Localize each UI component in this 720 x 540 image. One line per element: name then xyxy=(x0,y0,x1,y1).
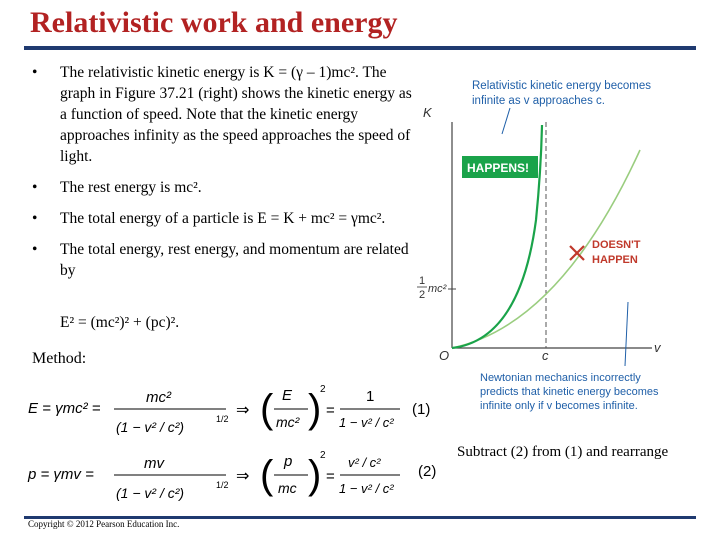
eq1-r-numerator: E xyxy=(282,387,293,404)
annotation-top-pointer xyxy=(502,108,510,134)
eq2-denominator-exponent: 1/2 xyxy=(216,480,229,490)
annotation-bottom-line1: Newtonian mechanics incorrectly xyxy=(480,372,641,384)
eq2-equals: = xyxy=(326,468,335,485)
bullet-total-energy xyxy=(32,208,412,229)
bullet-text: The rest energy is mc². xyxy=(60,179,202,196)
bullet-marker: • xyxy=(32,241,38,258)
eq2-denominator: (1 − v² / c²) xyxy=(116,485,185,501)
half-denominator: 2 xyxy=(419,289,426,301)
annotation-bottom-line2: predicts that kinetic energy becomes xyxy=(480,386,659,398)
kinetic-energy-figure xyxy=(410,70,710,420)
eq2-r-exponent: 2 xyxy=(320,450,326,461)
eq1-paren-right: ) xyxy=(308,387,322,431)
eq2-numerator: mv xyxy=(144,455,164,472)
annotation-bottom-pointer xyxy=(625,302,628,366)
eq1-numerator: mc² xyxy=(146,389,171,406)
eq1-implies: ⇒ xyxy=(236,402,250,419)
eq1-lhs: E = γmc² = xyxy=(28,400,101,417)
eq2-implies: ⇒ xyxy=(236,468,250,485)
bullet-energy-momentum xyxy=(32,239,412,281)
bullet-marker: • xyxy=(32,64,38,81)
eq1-r-denominator: mc² xyxy=(276,414,300,430)
method-label: Method: xyxy=(32,350,87,367)
bullet-list xyxy=(32,62,412,291)
doesnt-happen-line2: HAPPEN xyxy=(592,254,638,266)
annotation-top-line1: Relativistic kinetic energy becomes xyxy=(472,80,651,92)
bullet-kinetic-energy xyxy=(32,62,412,167)
eq1-denominator: (1 − v² / c²) xyxy=(116,419,185,435)
annotation-bottom-line3: infinite only if v becomes infinite. xyxy=(480,400,638,412)
annotation-top-line2: infinite as v approaches c. xyxy=(472,95,605,107)
half-mc2: mc² xyxy=(428,283,447,295)
eq1-denominator-exponent: 1/2 xyxy=(216,414,229,424)
happens-label: HAPPENS! xyxy=(467,161,530,175)
eq1-rhs-numerator: 1 xyxy=(366,388,375,405)
bullet-text: The total energy of a particle is E = K + mc² = γmc². xyxy=(60,210,386,227)
copyright-notice: Copyright © 2012 Pearson Education Inc. xyxy=(28,519,180,529)
half-numerator: 1 xyxy=(419,275,426,287)
eq2-r-denominator: mc xyxy=(278,480,297,496)
method-equations xyxy=(26,372,446,512)
bullet-rest-energy xyxy=(32,177,412,198)
bullet-text: The total energy, rest energy, and momentum are related by xyxy=(60,241,409,279)
origin-label: O xyxy=(439,348,450,363)
eq2-rhs-denominator: 1 − v² / c² xyxy=(339,481,394,496)
doesnt-happen-line1: DOESN'T xyxy=(592,239,641,251)
energy-momentum-relation: E² = (mc²)² + (pc)². xyxy=(60,314,180,331)
eq2-r-numerator: p xyxy=(284,453,293,470)
eq2-paren-left: ( xyxy=(260,453,274,497)
c-tick-label: c xyxy=(542,348,549,363)
eq1-paren-left: ( xyxy=(260,387,274,431)
eq1-equals: = xyxy=(326,402,335,419)
eq1-r-exponent: 2 xyxy=(320,384,326,395)
bullet-text: The relativistic kinetic energy is K = (γ – 1)mc². The graph in Figure 37.21 (right) shows the kinetic energy as a function of speed. Note that the kinetic energy approaches infinity as the speed approaches the speed of light. xyxy=(60,64,412,165)
eq1-tag: (1) xyxy=(412,401,431,418)
bullet-marker: • xyxy=(32,210,38,227)
eq2-rhs-numerator: v² / c² xyxy=(348,455,381,470)
title-divider xyxy=(24,46,696,50)
slide-title: Relativistic work and energy xyxy=(30,6,398,39)
eq2-paren-right: ) xyxy=(308,453,322,497)
eq1-rhs-denominator: 1 − v² / c² xyxy=(339,415,394,430)
eq2-lhs: p = γmv = xyxy=(28,466,94,483)
bullet-marker: • xyxy=(32,179,38,196)
x-axis-label: v xyxy=(654,340,661,355)
eq2-tag: (2) xyxy=(418,463,437,480)
subtract-note: Subtract (2) from (1) and rearrange xyxy=(457,444,669,460)
y-axis-label: K xyxy=(423,105,432,120)
